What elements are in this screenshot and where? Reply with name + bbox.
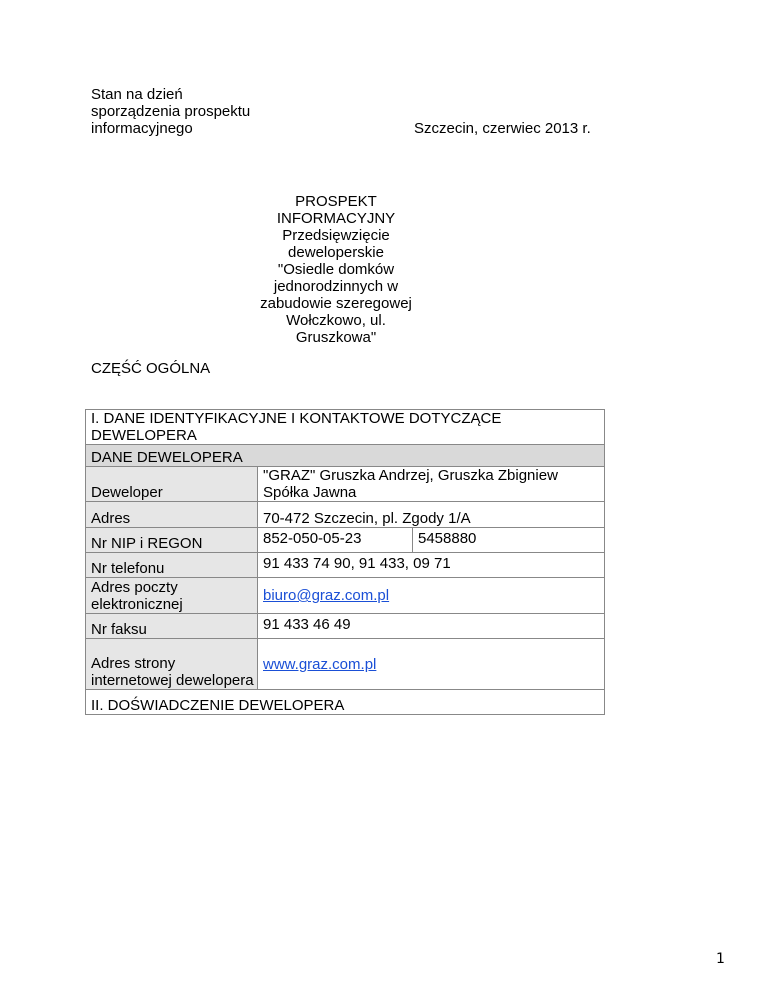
title-line: PROSPEKT [295, 193, 377, 210]
table-row [86, 614, 605, 639]
website-label: Adres strony internetowej dewelopera [86, 639, 258, 690]
title-line: zabudowie szeregowej [260, 295, 412, 312]
section-general-heading: CZĘŚĆ OGÓLNA [91, 360, 211, 377]
table-row [86, 445, 605, 467]
title-line: jednorodzinnych w [273, 278, 399, 295]
address-value: 70-472 Szczecin, pl. Zgody 1/A [258, 502, 605, 528]
status-line: sporządzenia prospektu [91, 103, 251, 120]
nip-regon-label: Nr NIP i REGON [86, 528, 258, 553]
section-2-heading: II. DOŚWIADCZENIE DEWELOPERA [86, 690, 605, 715]
developer-data-subheading: DANE DEWELOPERA [86, 445, 605, 467]
fax-value: 91 433 46 49 [258, 614, 605, 639]
table-row [86, 467, 605, 502]
title-line: Przedsięwzięcie [282, 227, 390, 244]
developer-value: "GRAZ" Gruszka Andrzej, Gruszka Zbigniew Spółka Jawna [258, 467, 605, 502]
website-link[interactable]: www.graz.com.pl [263, 655, 377, 673]
table-row [86, 502, 605, 528]
table-row [86, 639, 605, 690]
email-link[interactable]: biuro@graz.com.pl [263, 587, 390, 604]
prospectus-date-label [91, 86, 291, 137]
document-title [236, 193, 436, 346]
website-cell [258, 639, 605, 690]
table-row [86, 690, 605, 715]
place-date: Szczecin, czerwiec 2013 r. [414, 120, 591, 137]
developer-label: Deweloper [86, 467, 258, 502]
title-line: deweloperskie [288, 244, 384, 261]
table-row [86, 578, 605, 614]
fax-label: Nr faksu [86, 614, 258, 639]
title-line: Wołczkowo, ul. [286, 312, 386, 329]
section-1-heading: I. DANE IDENTYFIKACYJNE I KONTAKTOWE DOTYCZĄCE DEWELOPERA [86, 410, 605, 445]
title-line: Gruszkowa" [295, 329, 377, 346]
title-line: INFORMACYJNY [276, 210, 396, 227]
table-row [86, 553, 605, 578]
phone-label: Nr telefonu [86, 553, 258, 578]
email-label: Adres poczty elektronicznej [86, 578, 258, 614]
page-number: 1 [716, 951, 725, 967]
regon-value: 5458880 [413, 528, 605, 553]
nip-value: 852-050-05-23 [258, 528, 413, 553]
table-row [86, 528, 605, 553]
status-line: Stan na dzień [91, 86, 183, 103]
table-row [86, 410, 605, 445]
status-line: informacyjnego [91, 120, 193, 137]
developer-data-table [85, 409, 605, 715]
email-cell [258, 578, 605, 614]
title-line: "Osiedle domków [277, 261, 395, 278]
phone-value: 91 433 74 90, 91 433, 09 71 [258, 553, 605, 578]
address-label: Adres [86, 502, 258, 528]
